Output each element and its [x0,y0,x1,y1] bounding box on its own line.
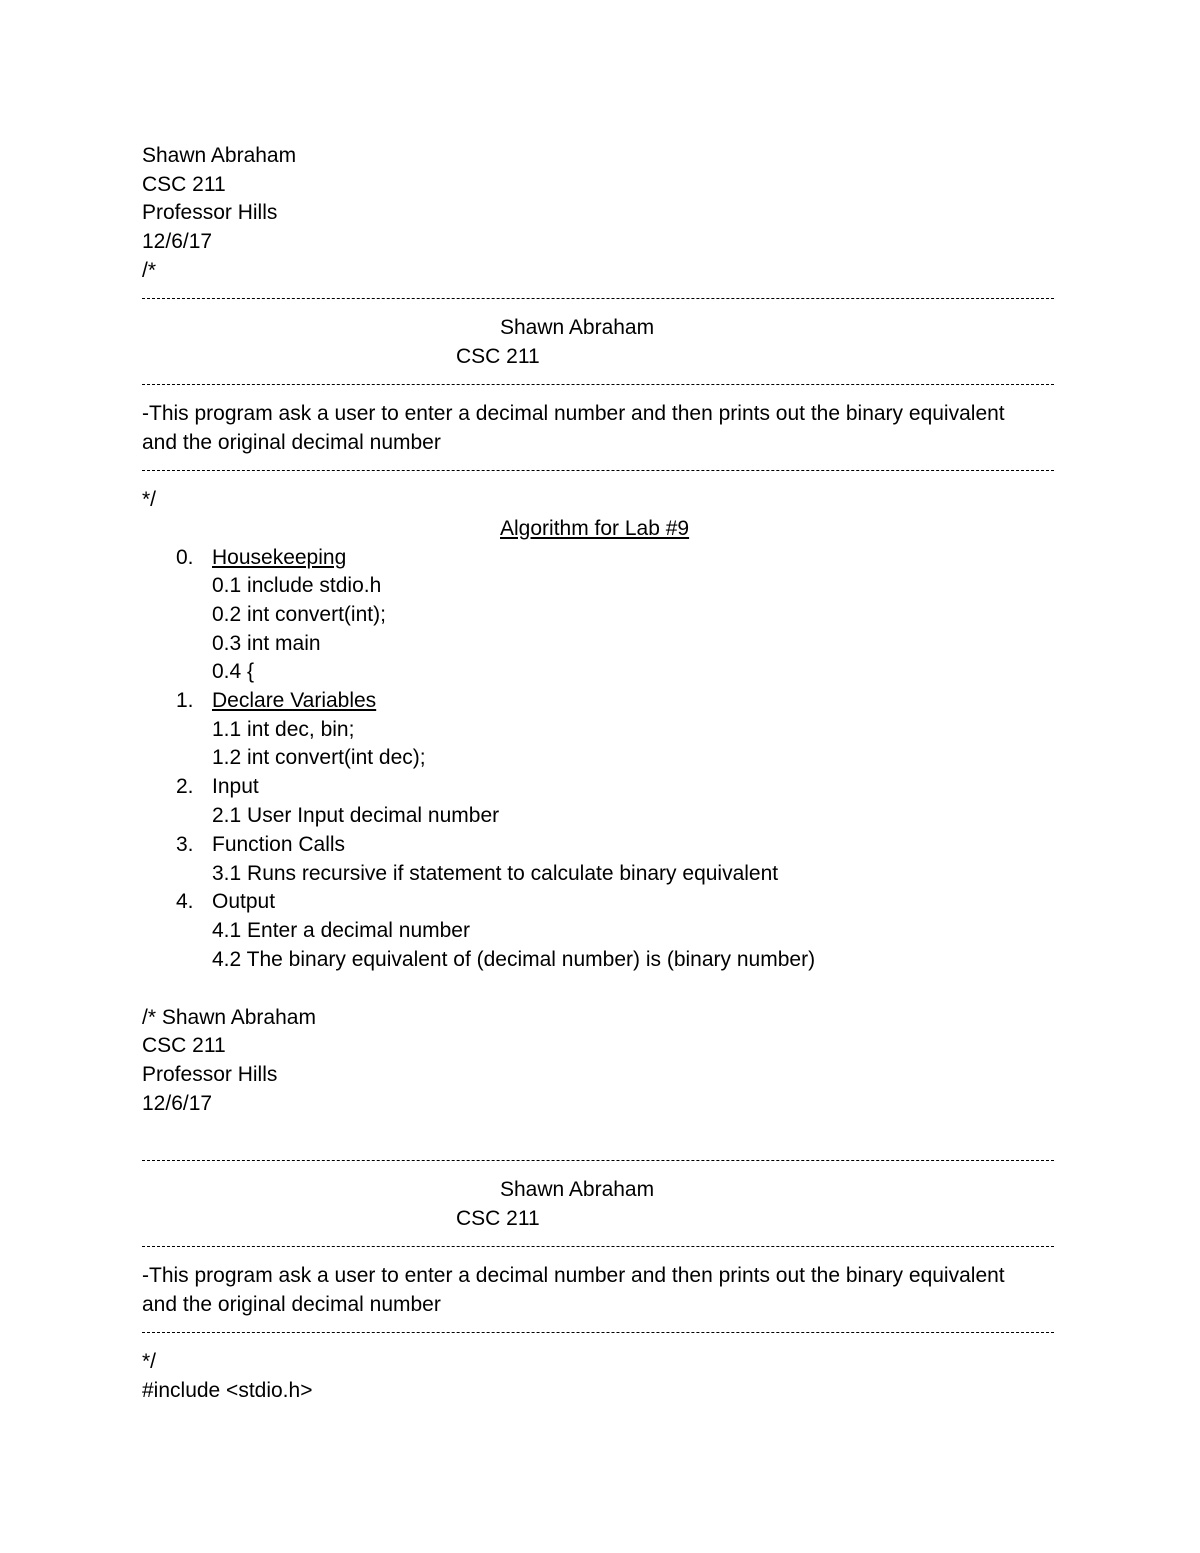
section-heading: Output [212,890,276,913]
list-item: 0.2 int convert(int); [212,603,386,626]
dashed-divider [142,1246,1054,1247]
description-line-2: and the original decimal number [142,1293,441,1316]
list-item: 2.1 User Input decimal number [212,804,500,827]
section-heading: Housekeeping [212,546,347,569]
banner-name: Shawn Abraham [500,1178,655,1201]
banner-name: Shawn Abraham [500,316,655,339]
description-line-1: -This program ask a user to enter a decimal number and then prints out the binary equivalent [142,1264,1005,1287]
section-number: 2. [176,775,194,798]
list-item: 0.3 int main [212,632,321,655]
description-line-2: and the original decimal number [142,431,441,454]
list-item: 3.1 Runs recursive if statement to calculate binary equivalent [212,862,779,885]
section-heading: Function Calls [212,833,346,856]
code-course: CSC 211 [142,1034,226,1057]
section-heading: Input [212,775,259,798]
comment-close: */ [142,488,157,511]
banner-course: CSC 211 [456,345,540,368]
dashed-divider [142,1160,1054,1161]
author-name: Shawn Abraham [142,144,297,167]
include-line: #include <stdio.h> [142,1379,313,1402]
dashed-divider [142,298,1054,299]
list-item: 4.1 Enter a decimal number [212,919,470,942]
comment-open: /* [142,259,157,282]
section-number: 3. [176,833,194,856]
banner-course: CSC 211 [456,1207,540,1230]
list-item: 4.2 The binary equivalent of (decimal number) is (binary number) [212,948,816,971]
list-item: 1.2 int convert(int dec); [212,746,426,769]
list-item: 0.4 { [212,660,255,683]
algorithm-title: Algorithm for Lab #9 [500,517,690,540]
date: 12/6/17 [142,230,213,253]
section-number: 4. [176,890,194,913]
comment-close: */ [142,1350,157,1373]
code-author-line: /* Shawn Abraham [142,1006,316,1029]
section-number: 1. [176,689,194,712]
code-date: 12/6/17 [142,1092,213,1115]
dashed-divider [142,1332,1054,1333]
list-item: 1.1 int dec, bin; [212,718,355,741]
dashed-divider [142,470,1054,471]
list-item: 0.1 include stdio.h [212,574,382,597]
code-professor: Professor Hills [142,1063,278,1086]
description-line-1: -This program ask a user to enter a decimal number and then prints out the binary equivalent [142,402,1005,425]
professor-name: Professor Hills [142,201,278,224]
section-number: 0. [176,546,194,569]
dashed-divider [142,384,1054,385]
section-heading: Declare Variables [212,689,377,712]
course-code: CSC 211 [142,173,226,196]
